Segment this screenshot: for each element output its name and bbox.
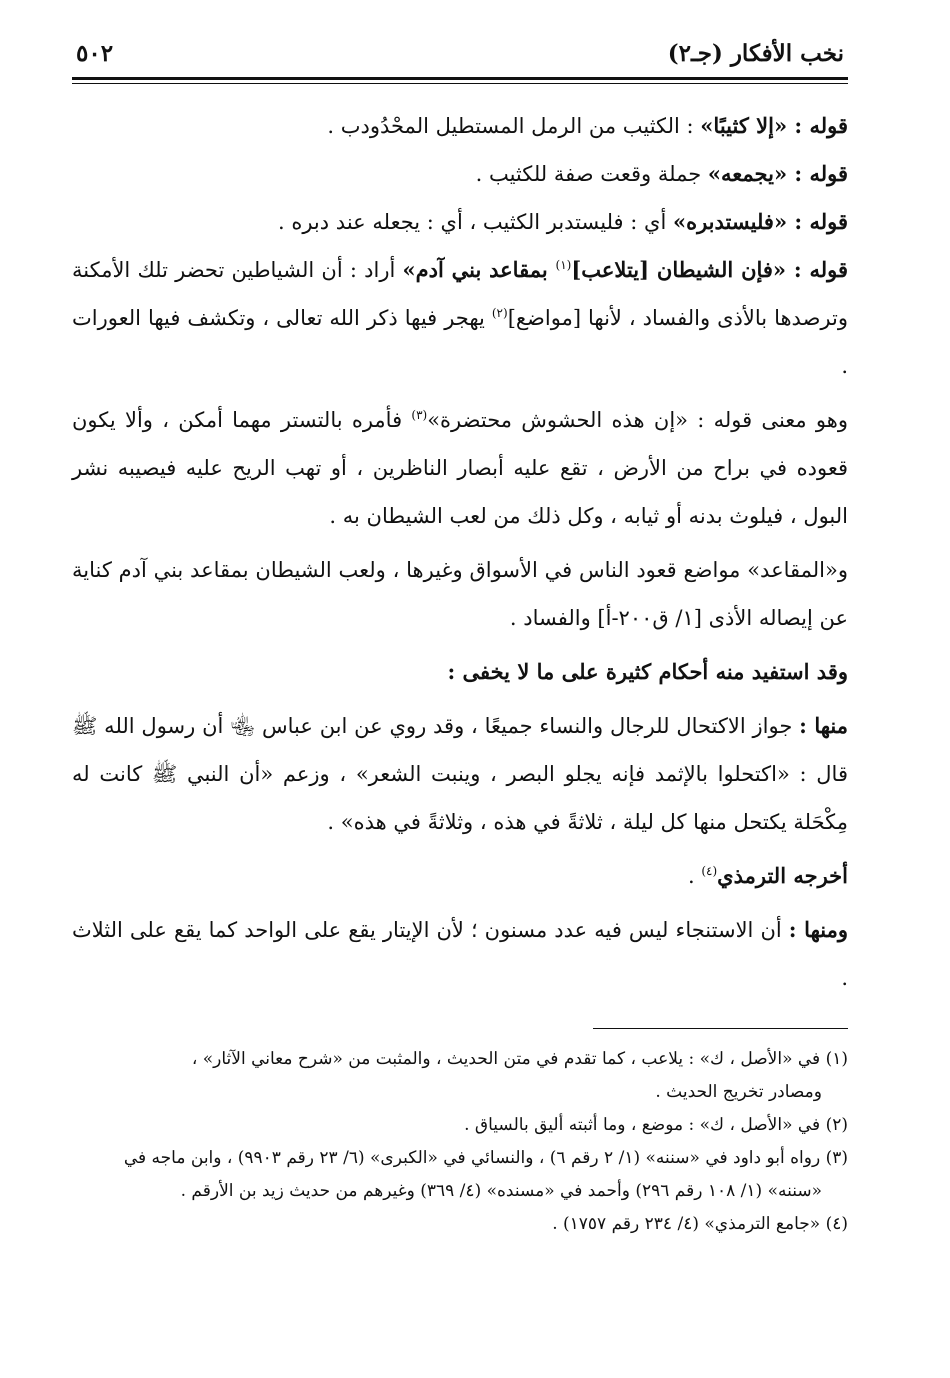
- paragraph-8: [72, 702, 848, 846]
- page-number: ٥٠٢: [76, 40, 114, 67]
- footnote-ref-2: (٢): [491, 306, 508, 320]
- paragraph-3: [72, 198, 848, 246]
- paragraph-4: [72, 246, 848, 390]
- header-rule-thin: [72, 83, 848, 84]
- main-text: [72, 102, 848, 1002]
- paragraph-9-text: .: [687, 864, 702, 888]
- paragraph-1-lead: قوله : «إلا كثيبًا»: [700, 113, 848, 138]
- paragraph-9: [72, 852, 848, 900]
- footnote-ref-3: (٣): [411, 408, 428, 422]
- paragraph-10: [72, 906, 848, 1002]
- paragraph-5-text-cont: فأمره بالتستر مهما أمكن ، وألا يكون قعوده في براح من الأرض ، تقع عليه أبصار الناظرين ، أو تهب الريح عليه فيصيبه نشر البول ، فيلوث بدنه أو ثيابه ، وكل ذلك من لعب الشيطان به .: [72, 408, 848, 528]
- page-header: [72, 40, 848, 77]
- footnotes: [72, 1043, 848, 1241]
- paragraph-4-lead-cont: بمقاعد بني آدم»: [402, 257, 556, 282]
- paragraph-3-text: أي : فليستدبر الكثيب ، أي : يجعله عند دبره .: [277, 210, 673, 234]
- rulings-heading-text: وقد استفيد منه أحكام كثيرة على ما لا يخفى :: [447, 659, 848, 684]
- paragraph-5: [72, 396, 848, 540]
- footnote-1-cont: ومصادر تخريج الحديث .: [655, 1082, 822, 1102]
- footnote-3-cont: «سننه» (١/ ١٠٨ رقم ٢٩٦) وأحمد في «مسنده» (٤/ ٣٦٩) وغيرهم من حديث زيد بن الأرقم .: [180, 1181, 822, 1201]
- paragraph-2-text: جملة وقعت صفة للكثيب .: [475, 162, 708, 186]
- paragraph-1-text: : الكثيب من الرمل المستطيل المحْدُودب .: [327, 114, 701, 138]
- paragraph-1: [72, 102, 848, 150]
- paragraph-6-text: و«المقاعد» مواضع قعود الناس في الأسواق وغيرها ، ولعب الشيطان بمقاعد بني آدم كناية عن إيصاله الأذى [١/ ق٢٠٠-أ] والفساد .: [72, 558, 848, 630]
- paragraph-6: [72, 546, 848, 642]
- paragraph-10-text: أن الاستنجاء ليس فيه عدد مسنون ؛ لأن الإيتار يقع على الواحد كما يقع على الثلاث .: [72, 918, 848, 990]
- footnote-ref-1: (١): [555, 258, 572, 272]
- paragraph-5-text: وهو معنى قوله : «إن هذه الحشوش محتضرة»: [427, 408, 848, 432]
- footnote-2: (٢) في «الأصل ، ك» : موضع ، وما أثبته أليق بالسياق .: [464, 1115, 848, 1135]
- paragraph-8-lead: منها :: [799, 713, 849, 738]
- footnote-1: (١) في «الأصل ، ك» : يلاعب ، كما تقدم في متن الحديث ، والمثبت من «شرح معاني الآثار» ،: [191, 1049, 848, 1069]
- paragraph-4-text-cont: يهجر فيها ذكر الله تعالى ، وتكشف فيها العورات .: [72, 306, 848, 378]
- paragraph-2-lead: قوله : «يجمعه»: [707, 161, 848, 186]
- footnote-ref-4: (٤): [701, 864, 718, 878]
- paragraph-3-lead: قوله : «فليستدبره»: [672, 209, 848, 234]
- footnote-3: (٣) رواه أبو داود في «سننه» (١/ ٢ رقم ٦) ، والنسائي في «الكبرى» (٦/ ٢٣ رقم ٩٩٠٣) ، وابن ماجه في: [123, 1148, 848, 1168]
- paragraph-4-lead: قوله : «فإن الشيطان [يتلاعب]: [571, 257, 848, 282]
- book-page: [72, 40, 848, 1241]
- footnote-separator: [593, 1028, 848, 1029]
- rulings-heading: [72, 648, 848, 696]
- footnote-4: (٤) «جامع الترمذي» (٤/ ٢٣٤ رقم ١٧٥٧) .: [552, 1214, 848, 1234]
- paragraph-9-lead: أخرجه الترمذي: [717, 863, 848, 888]
- running-title: نخب الأفكار (جـ٢): [667, 40, 844, 67]
- paragraph-4-text: أراد : أن الشياطين تحضر تلك الأمكنة وترصدها بالأذى والفساد ، لأنها [مواضع]: [72, 258, 848, 330]
- header-rule-thick: [72, 77, 848, 80]
- paragraph-10-lead: ومنها :: [788, 917, 848, 942]
- paragraph-2: [72, 150, 848, 198]
- paragraph-8-text: جواز الاكتحال للرجال والنساء جميعًا ، وقد روي عن ابن عباس ﵄ أن رسول الله ﷺ قال : «اكتحلوا بالإثمد فإنه يجلو البصر ، وينبت الشعر» ، وزعم «أن النبي ﷺ كانت له مِكْحَلة يكتحل منها كل ليلة ، ثلاثةً في هذه ، وثلاثةً في هذه» .: [72, 714, 848, 834]
